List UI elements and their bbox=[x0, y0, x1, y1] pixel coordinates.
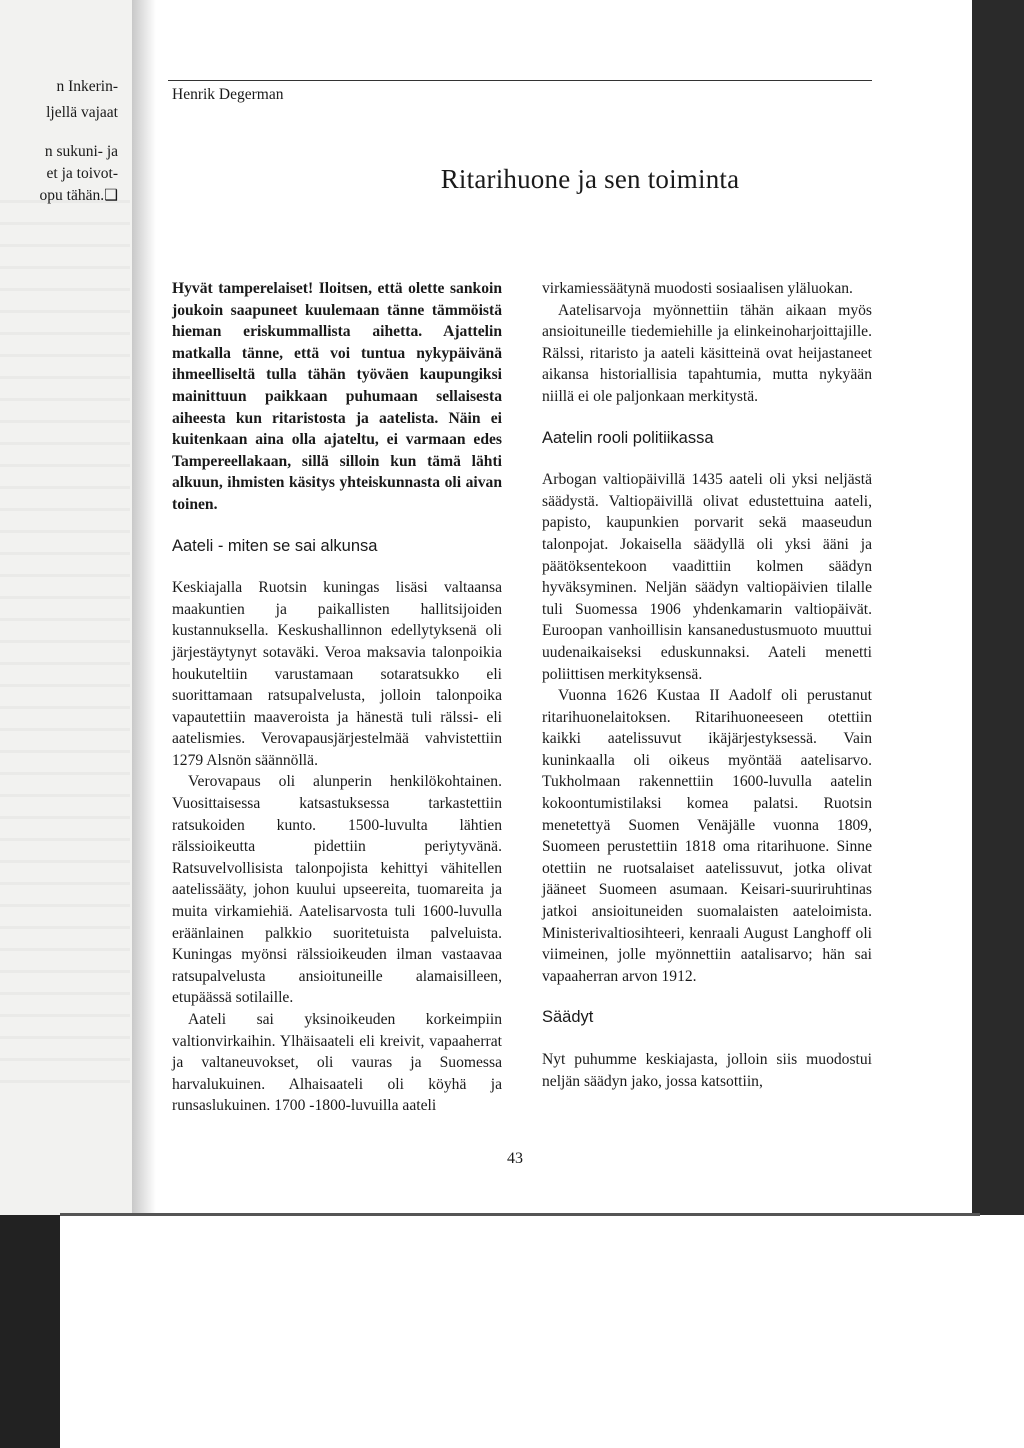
body-paragraph: virkamiessäätynä muodosti sosiaalisen yläluokan. bbox=[542, 280, 853, 297]
left-page-edge bbox=[0, 0, 134, 1215]
body-paragraph: Verovapaus oli alunperin henkilökohtainen. Vuosittaisessa katsastuksessa tarkastettiin ratsukoiden kunto. 1500-luvulta lähtien rälssioikeutta pidettiin periytyvänä. Ratsuvelvollisista talonpojista kehittyi vähitellen aatelissääty, johon kuului upseereita, tuomareita ja muita virkamiehiä. Aatelisarvosta tuli 1600-luvulla eräänlainen palkkio suoritetuista palveluista. Kuningas myönsi rälssioikeuden ilman vastaavaa ratsupalvelusta ansioituneille alamaisilleen, etupäässä sotilaille. bbox=[172, 773, 502, 1007]
right-column bbox=[542, 278, 872, 1092]
bleed-through-texture bbox=[0, 200, 130, 1100]
section-heading: Säädyt bbox=[542, 1008, 594, 1027]
left-page-fragment: et ja toivot- bbox=[46, 165, 118, 182]
left-page-fragment: opu tähän.❑ bbox=[39, 187, 118, 204]
left-column bbox=[172, 278, 502, 1117]
left-page-fragment: ljellä vajaat bbox=[46, 104, 118, 121]
body-paragraph: Aatelisarvoja myönnettiin tähän aikaan myös ansioituneille tiedemiehille ja elinkeinoharjoittajille. Rälssi, ritaristo ja aateli käsitteinä ovat heijastaneet aikansa historiallisia tapahtumia, mutta nykyään niillä ei ole paljonkaan merkitystä. bbox=[542, 301, 872, 405]
page-number: 43 bbox=[507, 1150, 523, 1167]
body-paragraph: Arbogan valtiopäivillä 1435 aateli oli yksi neljästä säädystä. Valtiopäivillä olivat edustettuina aateli, papisto, kaupunkien porvarit sekä maaseudun talonpojat. Jokaisella säädyllä oli yksi ääni ja päätöksentekoon vaadittiin kolmen säädyn hyväksyminen. Neljän säädyn valtiopäivien tilalle tuli Suomessa 1906 yhdenkamarin valtiopäivät. Euroopan vanhoillisin kansanedustusmuoto muuttui uudenaikaiseksi eduskunnaksi. Aateli menetti poliittisen merkityksensä. bbox=[542, 471, 872, 683]
body-paragraph: Keskiajalla Ruotsin kuningas lisäsi valtaansa maakuntien ja paikallisten hallitsijoiden kustannuksella. Keskushallinnon edellytyksenä oli järjestäytynyt sotaväki. Veroa maksavia talonpoikia houkuteltiin varustamaan sotaratsukko eli suorittamaan ratsupalvelusta, jolloin talonpoika vapautettiin maaveroista ja hänestä tuli rälssi- eli aatelismies. Verovapausjärjestelmää vahvistettiin 1279 Alsnön säännöllä. bbox=[172, 579, 502, 769]
body-paragraph: Vuonna 1626 Kustaa II Aadolf oli perustanut ritarihuonelaitoksen. Ritarihuoneeseen otettiin kaikki aatelissuvut ikäjärjestyksessä. Vain kuninkaalla oli oikeus myöntää aatelisarvo. Tukholmaan rakennettiin 1600-luvulla aatelin kokoontumistilaksi komea palatsi. Ruotsin menetettyä Suomen Venäjälle vuonna 1809, Suomeen perustettiin 1818 oma ritarihuone. Sinne otettiin ne ruotsalaiset aatelissuvut, jotka olivat jääneet Suomeen asumaan. Keisari-suuriruhtinas jatkoi ansioituneiden suomalaisten aateloimista. Ministerivaltiosihteeri, kenraali August Langhoff oli viimeinen, jolle myönnettiin aatalisarvo; hän sai vapaaherran arvon 1912. bbox=[542, 687, 872, 985]
left-page-fragment: n Inkerin- bbox=[56, 78, 118, 95]
section-heading: Aateli - miten se sai alkunsa bbox=[172, 536, 378, 555]
intro-paragraph: Hyvät tamperelaiset! Iloitsen, että olette sankoin joukoin saapuneet kuulemaan tänne tämmöistä hieman eriskummallista aihetta. Ajattelin matkalla tänne, että voi tuntua nykypäivänä ihmeelliseltä tulla tähän työväen kaupungiksi mainittuun paikkaan puhumaan sellaisesta aiheesta kun ritaristosta ja aatelista. Näin ei kuitenkaan aina olla ajateltu, ei varmaan edes Tampereellakaan, sillä silloin kun tämä lähti alkuun, ihmisten käsitys yhteiskunnasta oli aivan toinen. bbox=[172, 280, 502, 513]
gutter-shadow bbox=[132, 0, 156, 1215]
author-name: Henrik Degerman bbox=[172, 86, 284, 103]
section-heading: Aatelin rooli politiikassa bbox=[542, 428, 714, 447]
page-bottom-edge bbox=[60, 1213, 980, 1216]
scanner-bed-bottom bbox=[60, 1215, 1024, 1448]
article-title: Ritarihuone ja sen toiminta bbox=[440, 164, 740, 194]
body-paragraph: Nyt puhumme keskiajasta, jolloin siis muodostui neljän säädyn jako, jossa katsottiin, bbox=[542, 1051, 872, 1090]
scanner-edge-bottom-left bbox=[0, 1215, 64, 1448]
left-page-fragment: n sukuni- ja bbox=[44, 143, 118, 160]
scanner-edge-right bbox=[972, 0, 1024, 1230]
header-rule bbox=[168, 80, 872, 81]
body-paragraph: Aateli sai yksinoikeuden korkeimpiin valtionvirkaihin. Ylhäisaateli eli kreivit, vapaaherrat ja valtaneuvokset, oli vauras ja Suomessa harvalukuinen. Alhaisaateli oli köyhä ja runsaslukuinen. 1700 -1800-luvuilla aateli bbox=[172, 1011, 502, 1115]
